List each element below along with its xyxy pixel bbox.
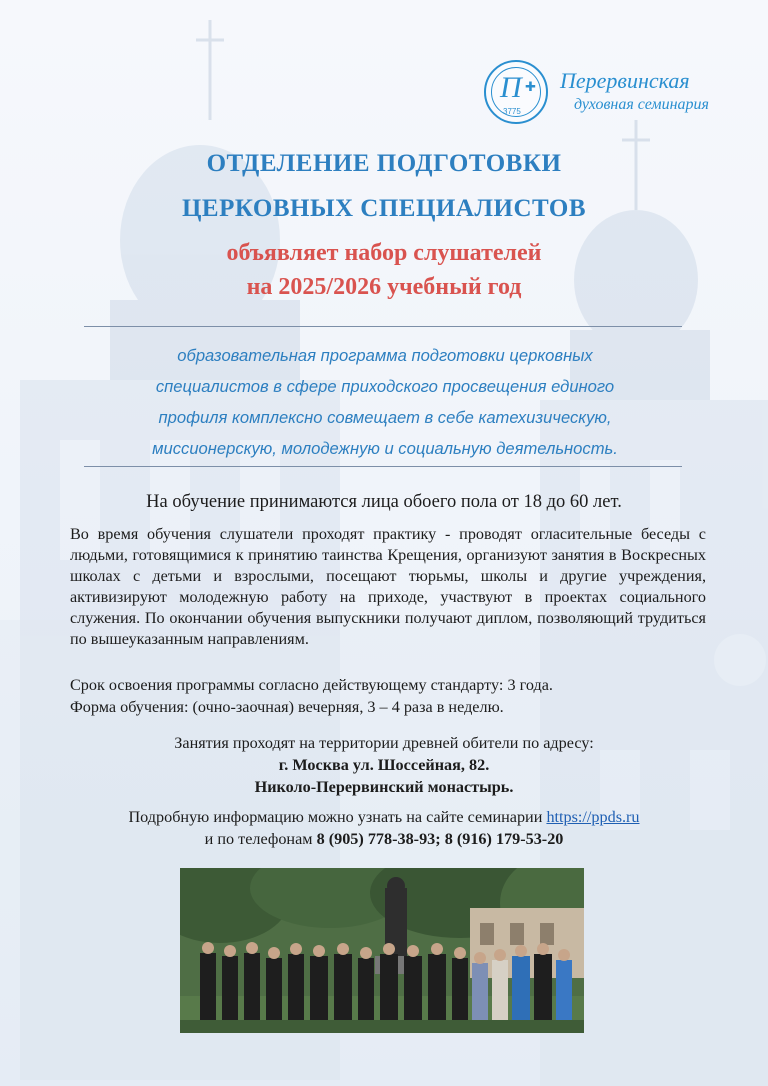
age-requirement: На обучение принимаются лица обоего пола от 18 до 60 лет. bbox=[146, 492, 622, 512]
logo-year: 3775 bbox=[503, 107, 521, 116]
divider-top bbox=[84, 326, 682, 327]
title-line-2: ЦЕРКОВНЫХ СПЕЦИАЛИСТОВ bbox=[181, 195, 587, 222]
announcement-line-2: на 2025/2026 учебный год bbox=[246, 274, 522, 300]
title-line-1: ОТДЕЛЕНИЕ ПОДГОТОВКИ bbox=[206, 150, 562, 177]
program-line-4: миссионерскую, молодежную и социальную деятельность. bbox=[152, 439, 618, 458]
announcement-line-1: объявляет набор слушателей bbox=[226, 240, 542, 266]
seminary-website-link[interactable]: https://ppds.ru bbox=[546, 808, 640, 826]
program-description bbox=[90, 340, 680, 464]
location-address: г. Москва ул. Шоссейная, 82. bbox=[278, 756, 490, 774]
logo-name: Перервинская bbox=[560, 68, 690, 93]
program-line-1: образовательная программа подготовки церковных bbox=[177, 346, 593, 365]
seminary-logo bbox=[484, 60, 734, 132]
contact-site-prefix: Подробную информацию можно узнать на сайте семинарии bbox=[128, 808, 547, 826]
logo-emblem bbox=[484, 60, 548, 124]
contact-phones-prefix: и по телефонам bbox=[204, 830, 317, 848]
program-line-2: специалистов в сфере приходского просвещения единого bbox=[155, 377, 615, 396]
location-intro: Занятия проходят на территории древней обители по адресу: bbox=[174, 734, 594, 752]
practice-paragraph: Во время обучения слушатели проходят практику - проводят огласительные беседы с людьми, готовящимися к принятию таинства Крещения, организуют занятия в Воскресных школах с детьми и взрослыми, посещают тюрьмы, школы и другие учреждения, активизируют молодежную работу на приходе, участвуют в проектах социального служения. По окончании обучения выпускники получают диплом, позволяющий трудиться по вышеуказанным направлениям. bbox=[70, 525, 706, 648]
cross-icon: ✚ bbox=[525, 79, 536, 94]
contact-phones: 8 (905) 778-38-93; 8 (916) 179-53-20 bbox=[316, 830, 564, 848]
divider-bottom bbox=[84, 466, 682, 467]
contact-phones-line bbox=[0, 830, 768, 849]
logo-letter: П bbox=[500, 71, 522, 104]
program-line-3: профиля комплексно совмещает в себе катехизическую, bbox=[158, 408, 612, 427]
location-monastery: Николо-Перервинский монастырь. bbox=[254, 778, 514, 796]
duration-text: Срок освоения программы согласно действующему стандарту: 3 года. bbox=[70, 676, 553, 694]
group-photo bbox=[180, 868, 584, 1033]
logo-subtitle: духовная семинария bbox=[574, 96, 709, 113]
contact-site-line bbox=[0, 808, 768, 827]
study-form-text: Форма обучения: (очно-заочная) вечерняя, 3 – 4 раза в неделю. bbox=[70, 698, 504, 716]
